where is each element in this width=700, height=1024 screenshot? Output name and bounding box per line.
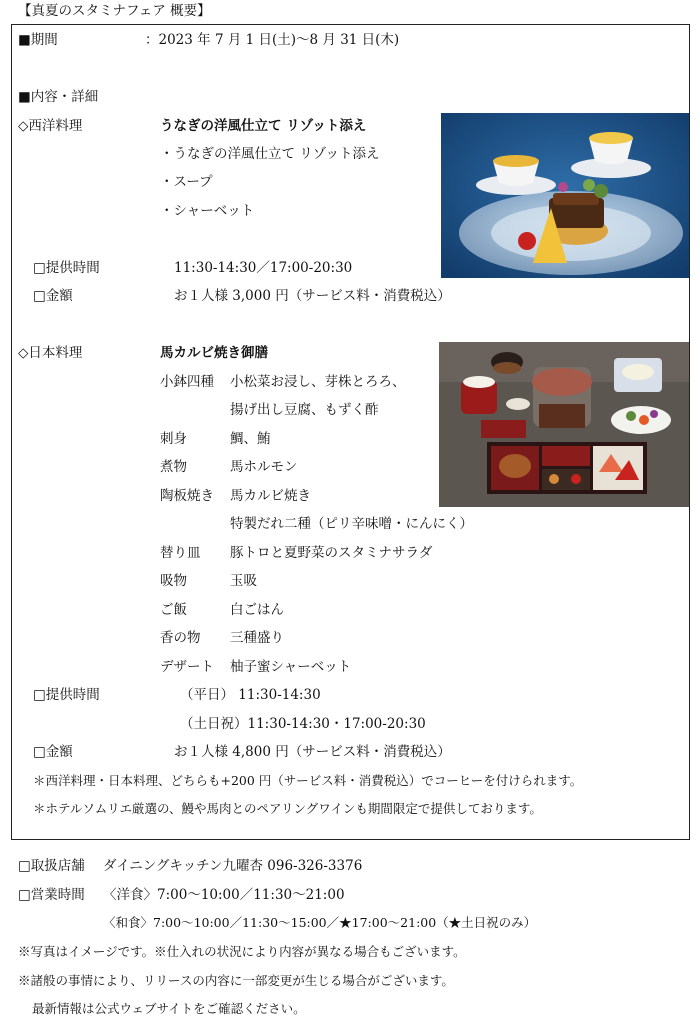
menu-item-desc: 柚子蜜シャーベット	[230, 659, 352, 675]
store-value: ダイニングキッチン九曜杏 096-326-3376	[103, 858, 363, 874]
japanese-time-weekday: （平日） 11:30-14:30	[180, 687, 321, 703]
menu-item-desc: 小松菜お浸し、芽株とろろ、	[230, 374, 406, 390]
menu-item-name: 替り皿	[160, 545, 201, 561]
menu-item-desc: 三種盛り	[230, 630, 284, 646]
menu-item-desc: 揚げ出し豆腐、もずく酢	[230, 402, 379, 418]
menu-item-name: 煮物	[160, 459, 187, 475]
menu-item-name: 陶板焼き	[160, 488, 214, 504]
menu-item-desc: 特製だれ二種（ピリ辛味噌・にんにく）	[230, 516, 473, 532]
period-label: ■期間	[18, 32, 58, 48]
western-item: ・うなぎの洋風仕立て リゾット添え	[160, 146, 380, 162]
menu-item-desc: 鯛、鮪	[230, 431, 271, 447]
menu-item-name: 小鉢四種	[160, 374, 214, 390]
document-heading: 【真夏のスタミナフェア 概要】	[18, 3, 211, 19]
details-label: ■内容・詳細	[18, 89, 99, 105]
japanese-set-photo	[439, 342, 689, 507]
western-time-value: 11:30-14:30／17:00-20:30	[174, 260, 353, 276]
menu-item-name: 吸物	[160, 573, 187, 589]
menu-item-desc: 玉吸	[230, 573, 257, 589]
hours-western: 〈洋食〉7:00～10:00／11:30～21:00	[103, 887, 345, 903]
menu-item-desc: 馬カルビ焼き	[230, 488, 311, 504]
menu-item-name: ご飯	[160, 602, 187, 618]
western-item: ・スープ	[160, 174, 213, 190]
period-value: ：2023 年 7 月 1 日(土)～8 月 31 日(木)	[145, 32, 400, 48]
western-dish-photo	[441, 113, 689, 278]
menu-item-desc: 豚トロと夏野菜のスタミナサラダ	[230, 545, 433, 561]
japanese-price-label: □金額	[33, 744, 73, 760]
western-time-label: □提供時間	[33, 260, 100, 276]
menu-item-desc: 白ごはん	[230, 602, 284, 618]
japanese-title: 馬カルビ焼き御膳	[160, 345, 268, 361]
japanese-time-label: □提供時間	[33, 687, 100, 703]
wine-note: ＊ホテルソムリエ厳選の、鰻や馬肉とのペアリングワインも期間限定で提供しております。	[33, 801, 542, 816]
menu-item-name: 刺身	[160, 431, 187, 447]
hours-japanese: 〈和食〉7:00～10:00／11:30～15:00／★17:00～21:00（★土日祝のみ）	[103, 915, 537, 930]
western-category: ◇西洋料理	[18, 118, 83, 134]
store-label: □取扱店舗	[18, 858, 85, 874]
menu-item-name: デザート	[160, 659, 214, 675]
hours-label: □営業時間	[18, 887, 85, 903]
western-price-label: □金額	[33, 288, 73, 304]
menu-item-desc: 馬ホルモン	[230, 459, 298, 475]
menu-item-name: 香の物	[160, 630, 201, 646]
western-item: ・シャーベット	[160, 203, 255, 219]
western-title: うなぎの洋風仕立て リゾット添え	[160, 118, 367, 134]
western-price-value: お１人様 3,000 円（サービス料・消費税込）	[174, 288, 451, 304]
japanese-price-value: お１人様 4,800 円（サービス料・消費税込）	[174, 744, 451, 760]
japanese-category: ◇日本料理	[18, 345, 83, 361]
footnote: 最新情報は公式ウェブサイトをご確認ください。	[32, 1001, 306, 1016]
coffee-note: ＊西洋料理・日本料理、どちらも+200 円（サービス料・消費税込）でコーヒーを付けられます。	[33, 773, 583, 788]
japanese-time-weekend: （土日祝）11:30-14:30・17:00-20:30	[180, 716, 426, 732]
footnote: ※写真はイメージです。※仕入れの状況により内容が異なる場合もございます。	[18, 944, 466, 959]
footnote: ※諸般の事情により、リリースの内容に一部変更が生じる場合がございます。	[18, 973, 454, 988]
